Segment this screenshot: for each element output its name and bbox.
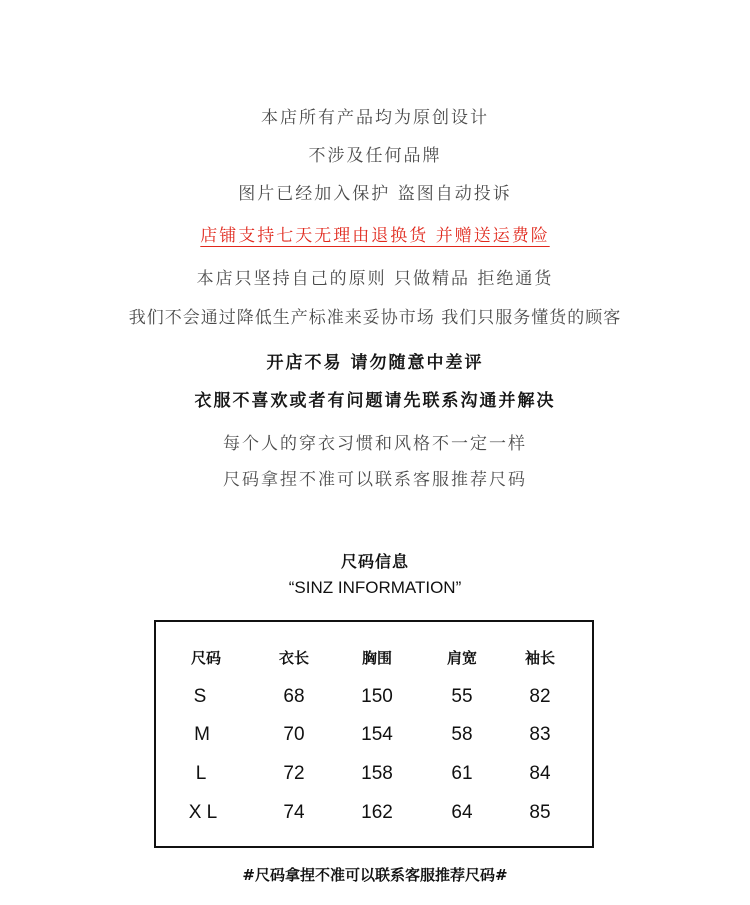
table-row-xl-chest: 162 [361,802,393,823]
table-row-l-size: L [195,763,207,784]
table-header-chest: 胸围 [361,649,392,667]
notice-no-bad-reviews: 开店不易 请勿随意中差评 [266,353,484,373]
table-row-xl-sleeve: 85 [529,802,551,823]
table-row-xl-length: 74 [283,802,305,823]
table-row-s-size: S [193,686,207,707]
footer-size-hint: #尺码拿捏不准可以联系客服推荐尺码# [242,866,508,884]
notice-size-advice: 尺码拿捏不准可以联系客服推荐尺码 [223,470,527,490]
notice-original-design: 本店所有产品均为原创设计 [261,108,489,128]
table-row-s-shoulder: 55 [451,686,473,707]
table-row-m-size: M [194,724,210,745]
table-row-m-chest: 154 [361,724,393,745]
table-header-shoulder: 肩宽 [446,649,477,667]
table-row-m-sleeve: 83 [529,724,551,745]
notice-image-protection: 图片已经加入保护 盗图自动投诉 [238,184,512,204]
notice-return-policy: 店铺支持七天无理由退换货 并赠送运费险 [200,226,550,246]
table-row-s-chest: 150 [361,686,393,707]
table-row-l-chest: 158 [361,763,393,784]
table-row-l-length: 72 [283,763,305,784]
table-row-xl-shoulder: 64 [451,802,473,823]
table-row-l-sleeve: 84 [529,763,551,784]
table-row-m-shoulder: 58 [451,724,473,745]
table-row-xl-size: X L [188,802,218,823]
notice-styles-differ: 每个人的穿衣习惯和风格不一定一样 [223,434,527,454]
size-table [154,620,594,848]
size-info-subtitle: “SINZ INFORMATION” [288,578,462,597]
notice-principles: 本店只坚持自己的原则 只做精品 拒绝通货 [196,269,554,289]
notice-contact-first: 衣服不喜欢或者有问题请先联系沟通并解决 [194,391,556,411]
table-header-length: 衣长 [278,649,309,667]
notice-no-brand: 不涉及任何品牌 [308,146,442,166]
table-row-m-length: 70 [283,724,305,745]
table-row-s-sleeve: 82 [529,686,551,707]
size-info-title: 尺码信息 [340,552,409,571]
table-header-size: 尺码 [190,649,221,667]
table-row-s-length: 68 [283,686,305,707]
table-header-sleeve: 袖长 [524,649,555,667]
table-row-l-shoulder: 61 [451,763,473,784]
notice-quality-standard: 我们不会通过降低生产标准来妥协市场 我们只服务懂货的顾客 [128,308,622,328]
